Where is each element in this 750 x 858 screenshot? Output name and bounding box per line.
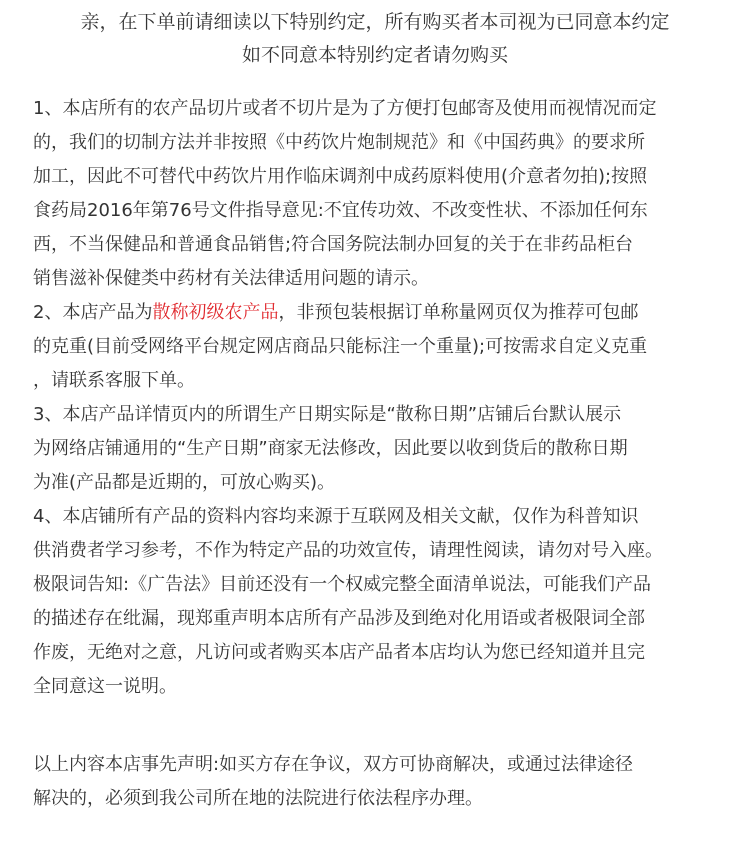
footer-line: 解决的，必须到我公司所在地的法院进行依法程序办理。 [33, 788, 483, 809]
clause-2-line: 的克重(目前受网络平台规定网店商品只能标注一个重量);可按需求自定义克重 [33, 336, 648, 357]
clause-4-line: 极限词告知:《广告法》目前还没有一个权威完整全面清单说法，可能我们产品 [33, 574, 652, 595]
header-line-1: 亲，在下单前请细读以下特别约定，所有购买者本司视为已同意本约定 [80, 11, 670, 33]
footer-statement [33, 748, 733, 816]
clause-1-line: 加工，因此不可替代中药饮片用作临床调剂中成药原料使用(介意者勿拍);按照 [33, 166, 648, 187]
header-line-2: 如不同意本特别约定者请勿购买 [241, 44, 508, 66]
notice-header [0, 6, 750, 72]
clause-2 [33, 296, 733, 398]
clause-4-line: 作废，无绝对之意，凡访问或者购买本店产品者本店均认为您已经知道并且完 [33, 642, 645, 663]
clause-2-line: ，请联系客服下单。 [33, 370, 195, 391]
clause-4 [33, 500, 733, 704]
clause-3-line: 3、本店产品详情页内的所谓生产日期实际是“散称日期”店铺后台默认展示 [33, 404, 622, 425]
clause-1-line: 销售滋补保健类中药材有关法律适用问题的请示。 [33, 268, 429, 289]
section-spacer [33, 704, 733, 748]
clause-1-line: 西，不当保健品和普通食品销售;符合国务院法制办回复的关于在非药品柜台 [33, 234, 634, 255]
clause-2-line [33, 296, 733, 330]
clause-3-line: 为网络店铺通用的“生产日期”商家无法修改，因此要以收到货后的散称日期 [33, 438, 628, 459]
clause-1-line: 1、本店所有的农产品切片或者不切片是为了方便打包邮寄及使用而视情况而定 [33, 98, 657, 119]
clause-4-line: 4、本店铺所有产品的资料内容均来源于互联网及相关文献，仅作为科普知识 [33, 506, 639, 527]
clause-4-line: 的描述存在纰漏，现郑重声明本店所有产品涉及到绝对化用语或者极限词全部 [33, 608, 645, 629]
clause-2-prefix: 2、本店产品为 [33, 302, 153, 323]
clause-3-line: 为准(产品都是近期的，可放心购买)。 [33, 472, 336, 493]
clause-3 [33, 398, 733, 500]
clause-1 [33, 92, 733, 296]
footer-line: 以上内容本店事先声明:如买方存在争议，双方可协商解决，或通过法律途径 [33, 754, 634, 775]
clause-1-line: 食药局2016年第76号文件指导意见:不宜传功效、不改变性状、不添加任何东 [33, 200, 648, 221]
disclaimer-body [33, 92, 733, 816]
highlight-product-type: 散称初级农产品 [152, 302, 279, 323]
clause-4-line: 供消费者学习参考，不作为特定产品的功效宣传，请理性阅读，请勿对号入座。 [33, 540, 663, 561]
clause-4-line: 全同意这一说明。 [33, 676, 177, 697]
clause-2-suffix: ，非预包装根据订单称量网页仅为推荐可包邮 [278, 302, 639, 323]
clause-1-line: 的，我们的切制方法并非按照《中药饮片炮制规范》和《中国药典》的要求所 [33, 132, 645, 153]
